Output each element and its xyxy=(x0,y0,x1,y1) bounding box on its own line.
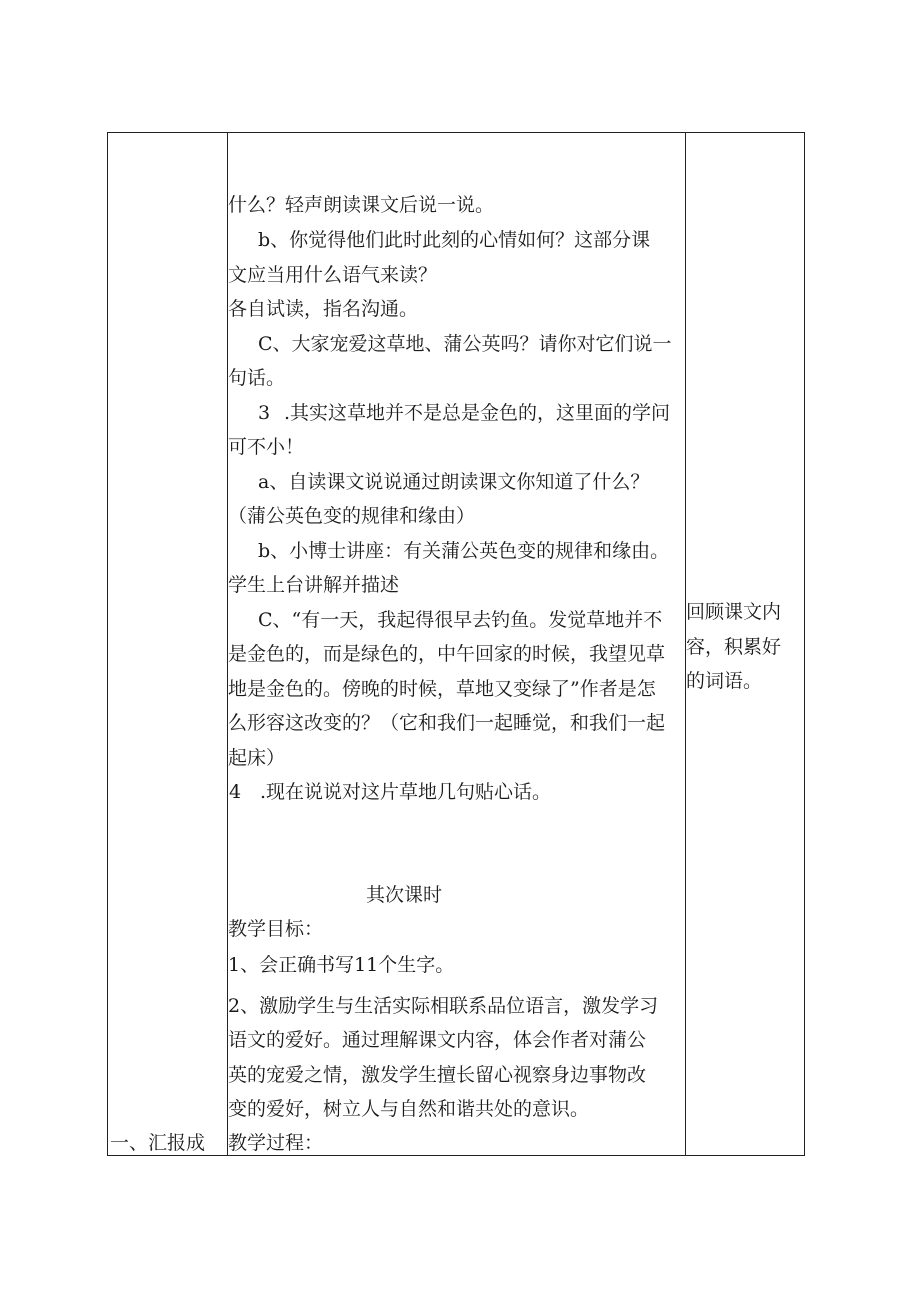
text-line: b、小博士讲座：有关蒲公英色变的规律和缘由。 xyxy=(258,540,670,562)
list-number: 4 xyxy=(229,781,242,803)
lesson-plan-table xyxy=(107,132,805,1156)
note-line: 容，积累好 xyxy=(686,636,782,658)
text-line: 么形容这改变的？（它和我们一起睡觉，和我们一起 xyxy=(228,712,666,734)
text-line: 变的爱好，树立人与自然和谐共处的意识。 xyxy=(228,1098,590,1120)
text-line: 句话。 xyxy=(228,367,286,389)
text-line: b、你觉得他们此时此刻的心情如何？这部分课 xyxy=(258,229,651,251)
text-line: 地是金色的。傍晚的时候，草地又变绿了”作者是怎 xyxy=(228,678,656,700)
text-line: 文应当用什么语气来读？ xyxy=(228,264,438,286)
text-line: C、“有一天，我起得很早去钓鱼。发觉草地并不 xyxy=(258,609,663,631)
text-line: 各自试读，指名沟通。 xyxy=(228,298,419,320)
text-line: a、自读课文说说通过朗读课文你知道了什么？ xyxy=(258,471,650,493)
text-line: 可不小！ xyxy=(228,436,305,458)
text-line: 什么？轻声朗读课文后说一说。 xyxy=(228,194,495,216)
text-line: .其实这草地并不是总是金色的，这里面的学问 xyxy=(284,402,671,424)
section-title: 其次课时 xyxy=(366,884,443,906)
text-line: 学生上台讲解并描述 xyxy=(228,574,400,596)
note-line: 回顾课文内 xyxy=(686,601,782,623)
text-line: （蒲公英色变的规律和缘由） xyxy=(228,505,476,527)
goal-heading: 教学目标： xyxy=(228,918,324,940)
text-line: 语文的爱好。通过理解课文内容，体会作者对蒲公 xyxy=(228,1029,647,1051)
text-line: 是金色的，而是绿色的，中午回家的时候，我望见草 xyxy=(228,643,666,665)
note-line: 的词语。 xyxy=(686,670,763,692)
step-label: 一、汇报成 xyxy=(110,1132,206,1154)
text-line: C、大家宠爱这草地、蒲公英吗？请你对它们说一 xyxy=(258,333,672,355)
text-line: .现在说说对这片草地几句贴心话。 xyxy=(260,781,552,803)
process-heading: 教学过程： xyxy=(228,1132,324,1154)
text-line: 1、会正确书写11个生字。 xyxy=(228,954,455,976)
list-number: 3 xyxy=(258,402,271,424)
text-line: 起床） xyxy=(228,747,286,769)
text-line: 2、激励学生与生活实际相联系品位语言，激发学习 xyxy=(228,995,659,1017)
text-line: 英的宠爱之情，激发学生擅长留心视察身边事物改 xyxy=(228,1064,647,1086)
